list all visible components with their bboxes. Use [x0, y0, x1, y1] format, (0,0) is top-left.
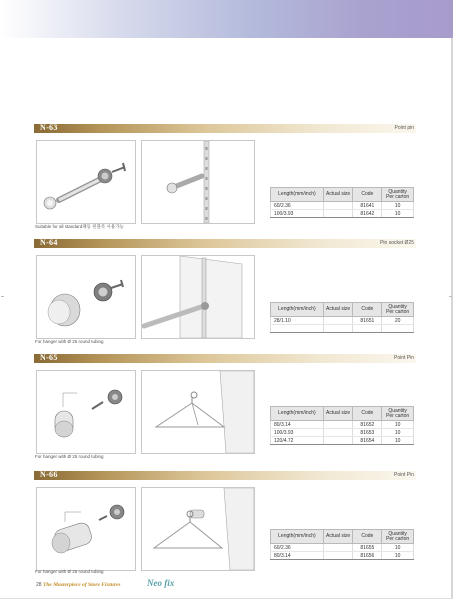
spec-table	[270, 187, 414, 218]
top-banner	[0, 0, 453, 38]
cell-length: 100/3.93	[271, 429, 324, 437]
cell-code: 81653	[353, 429, 382, 437]
product-code: N-65	[40, 353, 58, 362]
product-code: N-64	[40, 238, 58, 247]
cell-quantity: 10	[382, 210, 414, 218]
cell-quantity: 10	[382, 437, 414, 445]
table-row	[271, 202, 414, 210]
table-row	[271, 552, 414, 560]
product-caption: Suitable for all standard패등 핀블록 사용가능	[35, 224, 124, 229]
product-caption: For hanger with Ø 25 round tubing	[35, 339, 104, 344]
col-actual-size: Actual size	[323, 407, 353, 421]
col-length: Length(mm/inch)	[271, 530, 324, 544]
cell-actual-size	[323, 552, 353, 560]
cell-code: 81656	[353, 552, 382, 560]
cell-length: 60/2.36	[271, 544, 324, 552]
col-quantity: Quantity Per carton	[382, 407, 414, 421]
product-photo	[36, 370, 136, 454]
cell-quantity: 10	[382, 552, 414, 560]
col-code: Code	[353, 407, 382, 421]
section-header-bar	[34, 354, 416, 363]
spec-table	[270, 529, 414, 560]
page-footer	[36, 582, 121, 588]
section-header-bar	[34, 471, 416, 480]
margin-mark-right	[449, 296, 452, 297]
product-code: N-66	[40, 470, 58, 479]
col-length: Length(mm/inch)	[271, 407, 324, 421]
cell-length: 120/4.72	[271, 437, 324, 445]
table-row	[271, 317, 414, 325]
cell-actual-size	[323, 437, 353, 445]
cell-actual-size	[323, 429, 353, 437]
col-actual-size: Actual size	[323, 530, 353, 544]
table-row	[271, 544, 414, 552]
cell-actual-size	[323, 544, 353, 552]
margin-mark-left	[1, 296, 4, 297]
product-caption: For hanger with Ø 25 round tubing	[35, 569, 104, 574]
installation-photo	[141, 487, 255, 571]
col-actual-size: Actual size	[323, 303, 353, 317]
col-quantity: Quantity Per carton	[382, 530, 414, 544]
cell-actual-size	[323, 202, 353, 210]
cell-quantity: 10	[382, 544, 414, 552]
cell-code: 81652	[353, 421, 382, 429]
installation-photo	[141, 370, 255, 454]
cell-code: 81641	[353, 202, 382, 210]
cell-length: 60/2.36	[271, 202, 324, 210]
section-header-bar	[34, 239, 416, 248]
table-row	[271, 437, 414, 445]
product-code: N-63	[40, 123, 58, 132]
cell-actual-size	[323, 317, 353, 325]
spec-table	[270, 302, 414, 333]
col-quantity: Quantity Per carton	[382, 188, 414, 202]
cell-code: 81654	[353, 437, 382, 445]
cell-length: 80/3.14	[271, 552, 324, 560]
col-code: Code	[353, 188, 382, 202]
cell-length: 100/3.93	[271, 210, 324, 218]
product-photo	[36, 487, 136, 571]
cell-quantity: 20	[382, 317, 414, 325]
cell-quantity: 10	[382, 421, 414, 429]
cell-quantity: 10	[382, 202, 414, 210]
product-description: Point Pin	[393, 355, 414, 361]
product-description: Pin socket Ø25	[380, 240, 414, 246]
section-header-bar	[34, 124, 416, 133]
cell-actual-size	[323, 210, 353, 218]
cell-quantity: 10	[382, 429, 414, 437]
table-row	[271, 429, 414, 437]
col-length: Length(mm/inch)	[271, 303, 324, 317]
table-row	[271, 210, 414, 218]
cell-code: 81642	[353, 210, 382, 218]
cell-actual-size	[323, 421, 353, 429]
cell-code: 81655	[353, 544, 382, 552]
col-actual-size: Actual size	[323, 188, 353, 202]
product-description: Point Pin	[393, 472, 414, 478]
table-row	[271, 421, 414, 429]
installation-photo	[141, 140, 255, 224]
product-caption: For hanger with Ø 25 round tubing	[35, 454, 104, 459]
spec-table	[270, 406, 414, 445]
product-photo	[36, 140, 136, 224]
col-code: Code	[353, 303, 382, 317]
product-description: Point pin	[394, 125, 414, 131]
col-quantity: Quantity Per carton	[382, 303, 414, 317]
cell-code: 81651	[353, 317, 382, 325]
product-photo	[36, 255, 136, 339]
page-number: 28	[36, 582, 42, 588]
col-code: Code	[353, 530, 382, 544]
brand-logo: Neo fix	[147, 578, 175, 588]
footer-tagline: The Masterpiece of Store Fixtures	[42, 582, 121, 588]
installation-photo	[141, 255, 255, 339]
cell-length: 80/3.14	[271, 421, 324, 429]
cell-length: 28/1.10	[271, 317, 324, 325]
table-row	[271, 325, 414, 333]
col-length: Length(mm/inch)	[271, 188, 324, 202]
